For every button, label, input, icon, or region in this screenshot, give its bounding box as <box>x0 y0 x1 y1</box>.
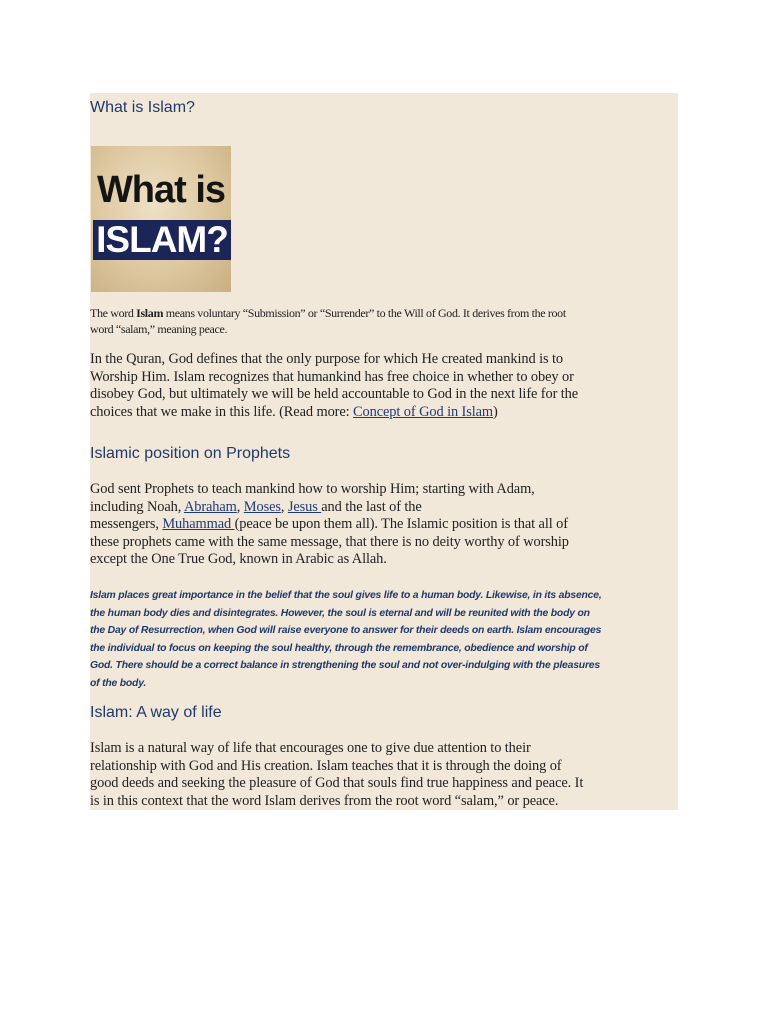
link-concept-of-god[interactable]: Concept of God in Islam <box>353 403 494 420</box>
link-jesus[interactable]: Jesus <box>287 498 322 515</box>
quote-line6: of the body. <box>90 677 147 689</box>
quran-line4-pre: choices that we make in this life. (Read more: <box>90 403 354 420</box>
quote-line5: God. There should be a correct balance in strengthening the soul and not over-indulging with the pleasures <box>90 660 600 672</box>
link-moses[interactable]: Moses <box>243 498 281 515</box>
prophets-line3-pre: messengers, <box>90 516 163 533</box>
prophets-paragraph <box>90 481 569 569</box>
way-line2: relationship with God and His creation. Islam teaches that it is through the doing of <box>90 757 562 774</box>
intro-text-pre: The word <box>90 306 137 320</box>
prophets-sep2: , <box>280 498 288 515</box>
link-muhammad[interactable]: Muhammad <box>162 516 235 533</box>
prophets-line1: God sent Prophets to teach mankind how to worship Him; starting with Adam, <box>90 481 535 497</box>
prophets-line2-post: and the last of the <box>321 498 422 515</box>
soul-quote-paragraph <box>90 587 675 693</box>
prophets-line5: except the One True God, known in Arabic as Allah. <box>90 551 387 568</box>
quran-line2: Worship Him. Islam recognizes that humankind has free choice in whether to obey or <box>90 368 574 385</box>
quran-line3: disobey God, but ultimately we will be held accountable to God in the next life for the <box>90 386 579 403</box>
intro-text-post: means voluntary “Submission” or “Surrender” to the Will of God. It derives from the root <box>163 306 566 320</box>
intro-paragraph <box>90 305 680 337</box>
quote-line1: Islam places great importance in the belief that the soul gives life to a human body. Likewise, in its absence, <box>90 590 602 601</box>
prophets-line2-pre: including Noah, <box>90 498 184 515</box>
heading-what-is-islam: What is Islam? <box>90 99 195 116</box>
prophets-sep1: , <box>236 498 244 515</box>
way-line1: Islam is a natural way of life that encourages one to give due attention to their <box>90 740 531 756</box>
prophets-line3-post: (peace be upon them all). The Islamic position is that all of <box>234 516 568 533</box>
intro-text-bold: Islam <box>136 306 164 320</box>
heading-way-of-life: Islam: A way of life <box>90 704 222 721</box>
what-is-islam-image <box>91 146 231 292</box>
quote-line2: the human body dies and disintegrates. However, the soul is eternal and will be reunited with the body on <box>90 607 590 619</box>
quote-line3: the Day of Resurrection, when God will raise everyone to answer for their deeds on earth. Islam encourages <box>90 625 602 637</box>
image-text-what-is: What is <box>96 169 226 211</box>
link-abraham[interactable]: Abraham <box>183 498 237 515</box>
image-text-islam: ISLAM? <box>96 219 228 260</box>
quran-line1: In the Quran, God defines that the only purpose for which He created mankind is to <box>90 351 563 367</box>
quote-line4: the individual to focus on keeping the soul healthy, through the remembrance, obedience and worship of <box>90 642 588 654</box>
way-line4: is in this context that the word Islam derives from the root word “salam,” or peace. <box>90 792 559 809</box>
heading-islamic-position-prophets: Islamic position on Prophets <box>90 445 291 462</box>
way-of-life-paragraph <box>90 740 583 810</box>
prophets-line4: these prophets came with the same message, that there is no deity worthy of worship <box>90 533 569 550</box>
intro-text-line2: word “salam,” meaning peace. <box>90 322 228 336</box>
way-line3: good deeds and seeking the pleasure of God that souls find true happiness and peace. It <box>90 775 584 792</box>
quran-line4-post: ) <box>493 403 498 420</box>
quran-paragraph <box>90 351 578 421</box>
